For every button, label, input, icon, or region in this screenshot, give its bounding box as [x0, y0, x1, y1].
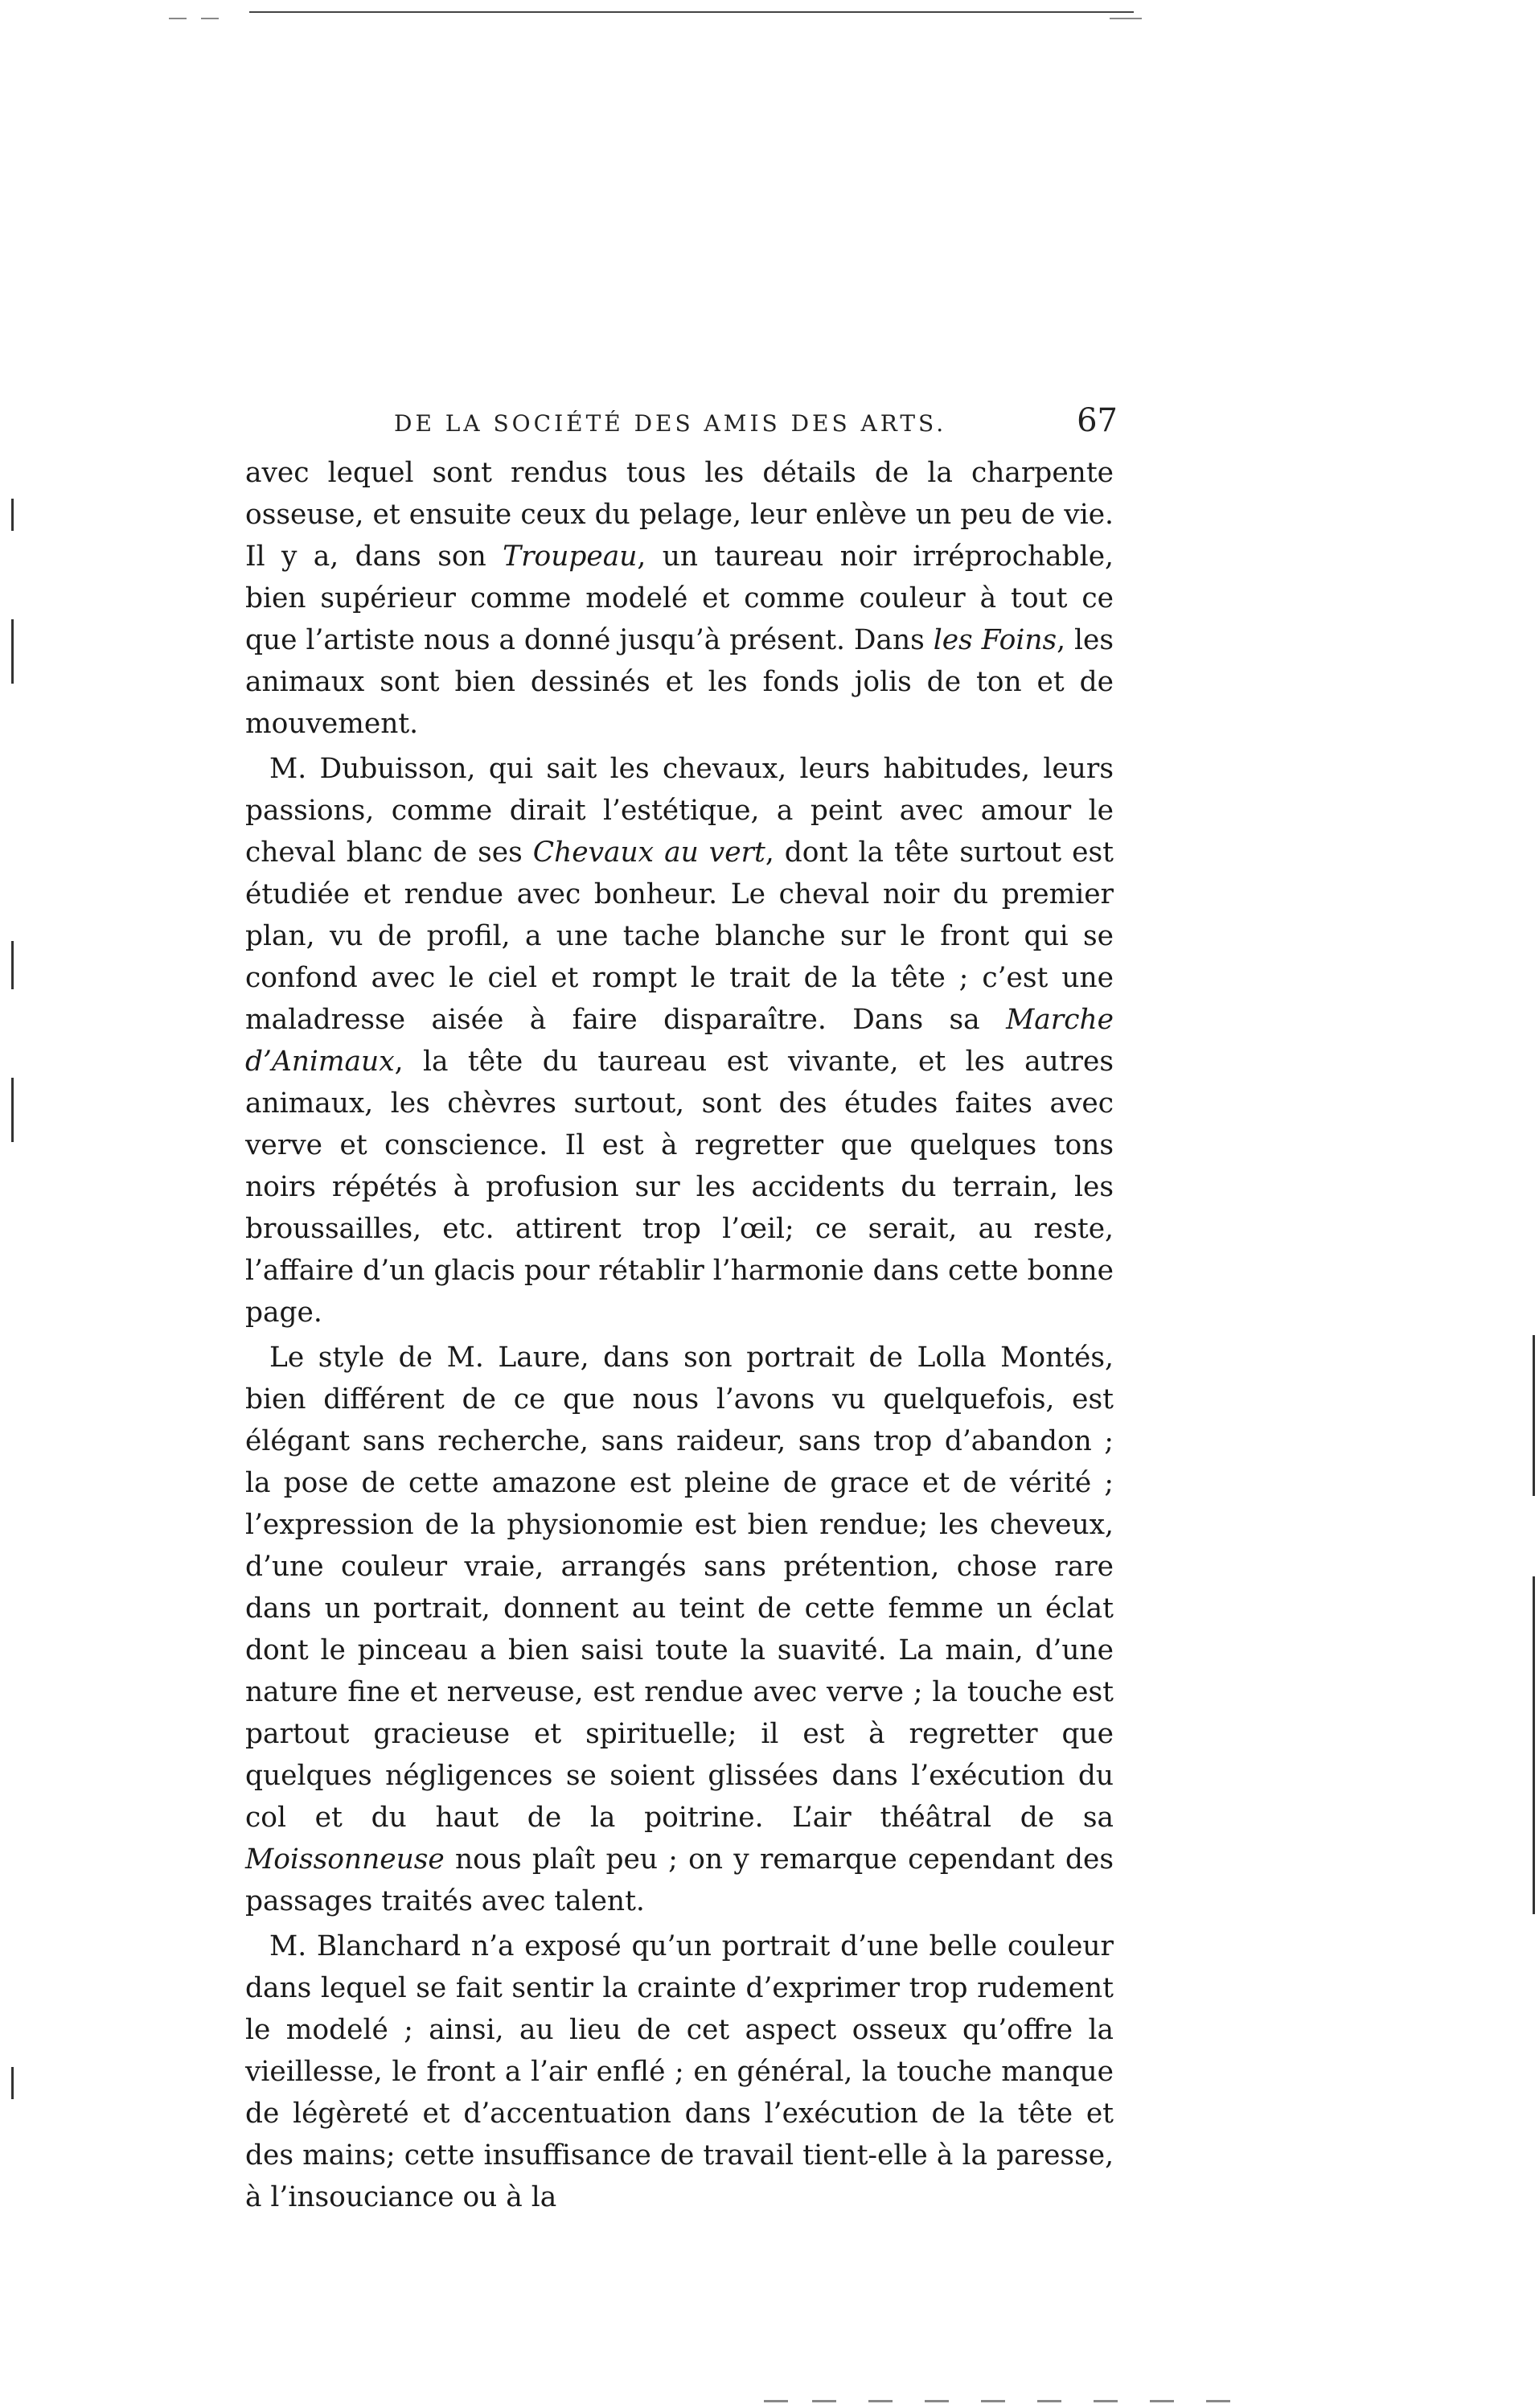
bottom-dash	[868, 2400, 893, 2402]
bottom-dash	[925, 2400, 949, 2402]
top-dash	[1110, 18, 1142, 19]
artwork-title: Troupeau	[503, 540, 638, 573]
body-text	[245, 452, 1114, 2221]
right-edge-mark	[1533, 1576, 1535, 1914]
top-dash	[169, 18, 187, 19]
artwork-title: les Foins	[933, 624, 1057, 656]
running-title: DE LA SOCIÉTÉ DES AMIS DES ARTS.	[394, 410, 947, 437]
text-span: , la tête du taureau est vivante, et les autres animaux, les chèvres surtout, sont des études faites avec verve et conscience. Il est à regretter que quelques tons noirs répétés à profusion sur les accidents du terrain, les broussailles, etc. attirent trop l’œil; ce serait, au reste, l’affaire d’un glacis pour rétablir l’harmonie dans cette bonne page.	[245, 1046, 1114, 1329]
bottom-dash	[1206, 2400, 1230, 2402]
text-span: M. Blanchard n’a exposé qu’un portrait d’une belle couleur dans lequel se fait sentir la crainte d’exprimer trop rudement le modelé ; ainsi, au lieu de cet aspect osseux qu’offre la vieillesse, le front a l’air enflé ; en général, la touche manque de légèreté et d’accentuation dans l’exécution de la tête et des mains; cette insuffisance de travail tient-elle à la paresse, à l’insouciance ou à la	[245, 1930, 1114, 2213]
text-span: M. Dubuisson, qui sait les chevaux, leurs habitudes, leurs passions, comme dirait l’estétique, a peint avec amour le cheval blanc de ses	[245, 753, 1114, 869]
left-edge-mark	[11, 1078, 14, 1142]
text-span: , un taureau noir irréprochable, bien supérieur comme modelé et comme couleur à tout ce que l’artiste nous a donné jusqu’à présent. Dans	[245, 540, 1114, 656]
text-span: nous plaît peu ; on y remarque cependant des passages traités avec talent.	[245, 1843, 1114, 1917]
paragraph	[245, 1337, 1114, 1922]
text-span: , dont la tête surtout est étudiée et rendue avec bonheur. Le cheval noir du premier plan, vu de profil, a une tache blanche sur le front qui se confond avec le ciel et rompt le trait de la tête ; c’est une maladresse aisée à faire disparaître. Dans sa	[245, 836, 1114, 1036]
bottom-dash	[981, 2400, 1005, 2402]
page-header	[241, 402, 1118, 450]
artwork-title: Chevaux au vert	[532, 836, 765, 869]
left-edge-mark	[11, 941, 14, 989]
paragraph	[245, 1925, 1114, 2218]
paragraph	[245, 748, 1114, 1333]
text-span: , les animaux sont bien dessinés et les fonds jolis de ton et de mouvement.	[245, 624, 1114, 740]
bottom-dash	[1037, 2400, 1061, 2402]
bottom-dash	[812, 2400, 836, 2402]
left-edge-mark	[11, 2067, 14, 2099]
top-rule	[249, 11, 1134, 13]
bottom-dash	[1094, 2400, 1118, 2402]
bottom-dash	[1150, 2400, 1174, 2402]
paragraph	[245, 452, 1114, 745]
left-edge-mark	[11, 619, 14, 684]
left-edge-mark	[11, 499, 14, 531]
text-span: Le style de M. Laure, dans son portrait de Lolla Montés, bien différent de ce que nous l’avons vu quelquefois, est élégant sans recherche, sans raideur, sans trop d’abandon ; la pose de cette amazone est pleine de grace et de vérité ; l’expression de la physionomie est bien rendue; les cheveux, d’une couleur vraie, arrangés sans prétention, chose rare dans un portrait, donnent au teint de cette femme un éclat dont le pinceau a bien saisi toute la suavité. La main, d’une nature fine et nerveuse, est rendue avec verve ; la touche est partout gracieuse et spirituelle; il est à regretter que quelques négligences se soient glissées dans l’exécution du col et du haut de la poitrine. L’air théâtral de sa	[245, 1342, 1114, 1834]
bottom-dash	[764, 2400, 788, 2402]
top-dash	[201, 18, 219, 19]
right-edge-mark	[1533, 1335, 1535, 1496]
artwork-title: Marche d’Animaux	[245, 1004, 1114, 1078]
page-number: 67	[1077, 402, 1118, 439]
text-span: avec lequel sont rendus tous les détails de la charpente osseuse, et ensuite ceux du pelage, leur enlève un peu de vie. Il y a, dans son	[245, 457, 1114, 573]
artwork-title: Moissonneuse	[245, 1843, 445, 1876]
